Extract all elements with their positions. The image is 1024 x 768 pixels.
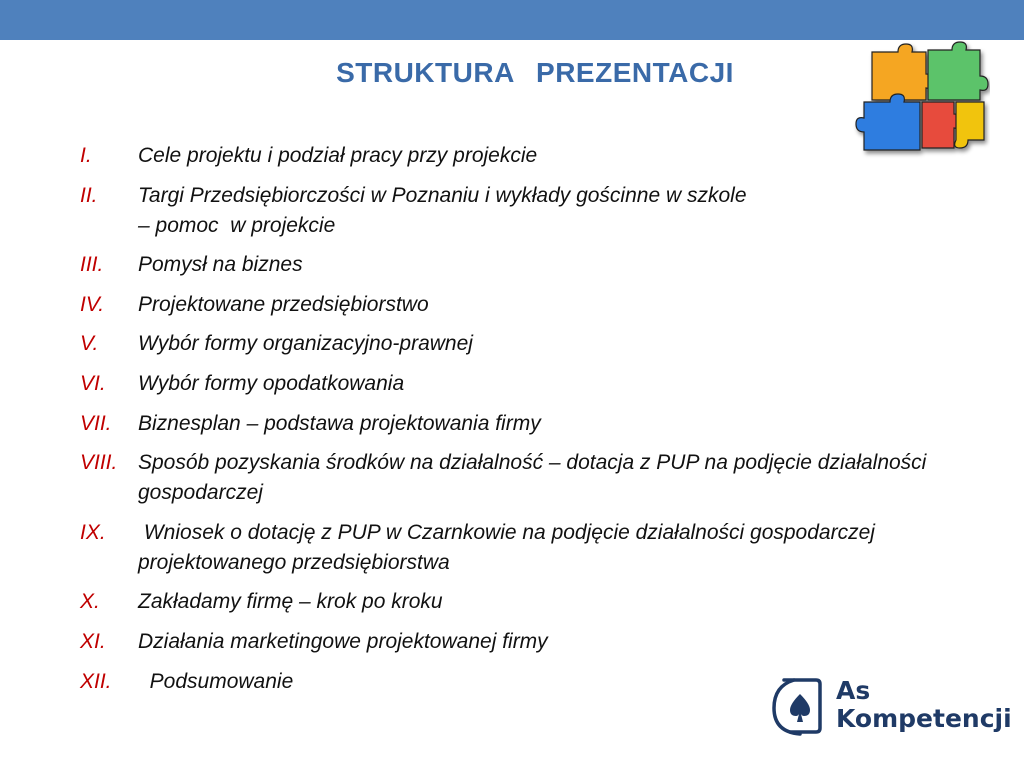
as-kompetencji-logo: [770, 672, 1012, 738]
list-item: [80, 369, 980, 399]
logo-text: [836, 677, 1012, 733]
item-numeral: V.: [80, 332, 99, 356]
agenda-list: [80, 141, 980, 706]
item-text: Podsumowanie: [138, 669, 294, 693]
slide-title: STRUKTURA PREZENTACJI: [336, 57, 734, 88]
item-numeral: XII.: [80, 669, 112, 693]
item-text: Targi Przedsiębiorczości w Poznaniu i wykłady gościnne w szkole – pomoc w projekcie: [138, 183, 747, 237]
item-numeral: VII.: [80, 411, 112, 435]
list-item: [80, 250, 980, 280]
list-item: [80, 448, 980, 508]
list-item: [80, 141, 980, 171]
list-item: [80, 409, 980, 439]
item-numeral: VIII.: [80, 451, 118, 475]
item-numeral: IX.: [80, 520, 106, 544]
logo-line-2: Kompetencji: [836, 704, 1012, 733]
item-text: Sposób pozyskania środków na działalność – dotacja z PUP na podjęcie działalności gospodarczej: [138, 451, 933, 505]
item-text: Wybór formy organizacyjno-prawnej: [138, 332, 473, 356]
list-item: [80, 290, 980, 320]
item-numeral: X.: [80, 590, 100, 614]
item-text: Działania marketingowe projektowanej firmy: [138, 629, 548, 653]
item-numeral: I.: [80, 144, 92, 167]
logo-line-1: As: [836, 676, 871, 705]
spade-icon: [770, 672, 830, 738]
item-text: Pomysł na biznes: [138, 253, 303, 277]
item-text: Cele projektu i podział pracy przy projekcie: [138, 144, 538, 167]
item-numeral: III.: [80, 253, 104, 277]
top-accent-bar: [0, 0, 1024, 40]
item-text: Projektowane przedsiębiorstwo: [138, 292, 429, 316]
list-item: [80, 518, 980, 578]
list-item: [80, 587, 980, 617]
item-numeral: VI.: [80, 371, 106, 395]
item-numeral: II.: [80, 183, 98, 207]
item-text: Biznesplan – podstawa projektowania firmy: [138, 411, 541, 435]
item-numeral: XI.: [80, 629, 106, 653]
item-text: Wniosek o dotację z PUP w Czarnkowie na podjęcie działalności gospodarczej projektowanego przedsiębiorstwa: [138, 520, 881, 574]
list-item: [80, 181, 980, 241]
list-item: [80, 329, 980, 359]
item-numeral: IV.: [80, 292, 105, 316]
list-item: [80, 627, 980, 657]
item-text: Zakładamy firmę – krok po kroku: [138, 590, 443, 614]
item-text: Wybór formy opodatkowania: [138, 371, 405, 395]
